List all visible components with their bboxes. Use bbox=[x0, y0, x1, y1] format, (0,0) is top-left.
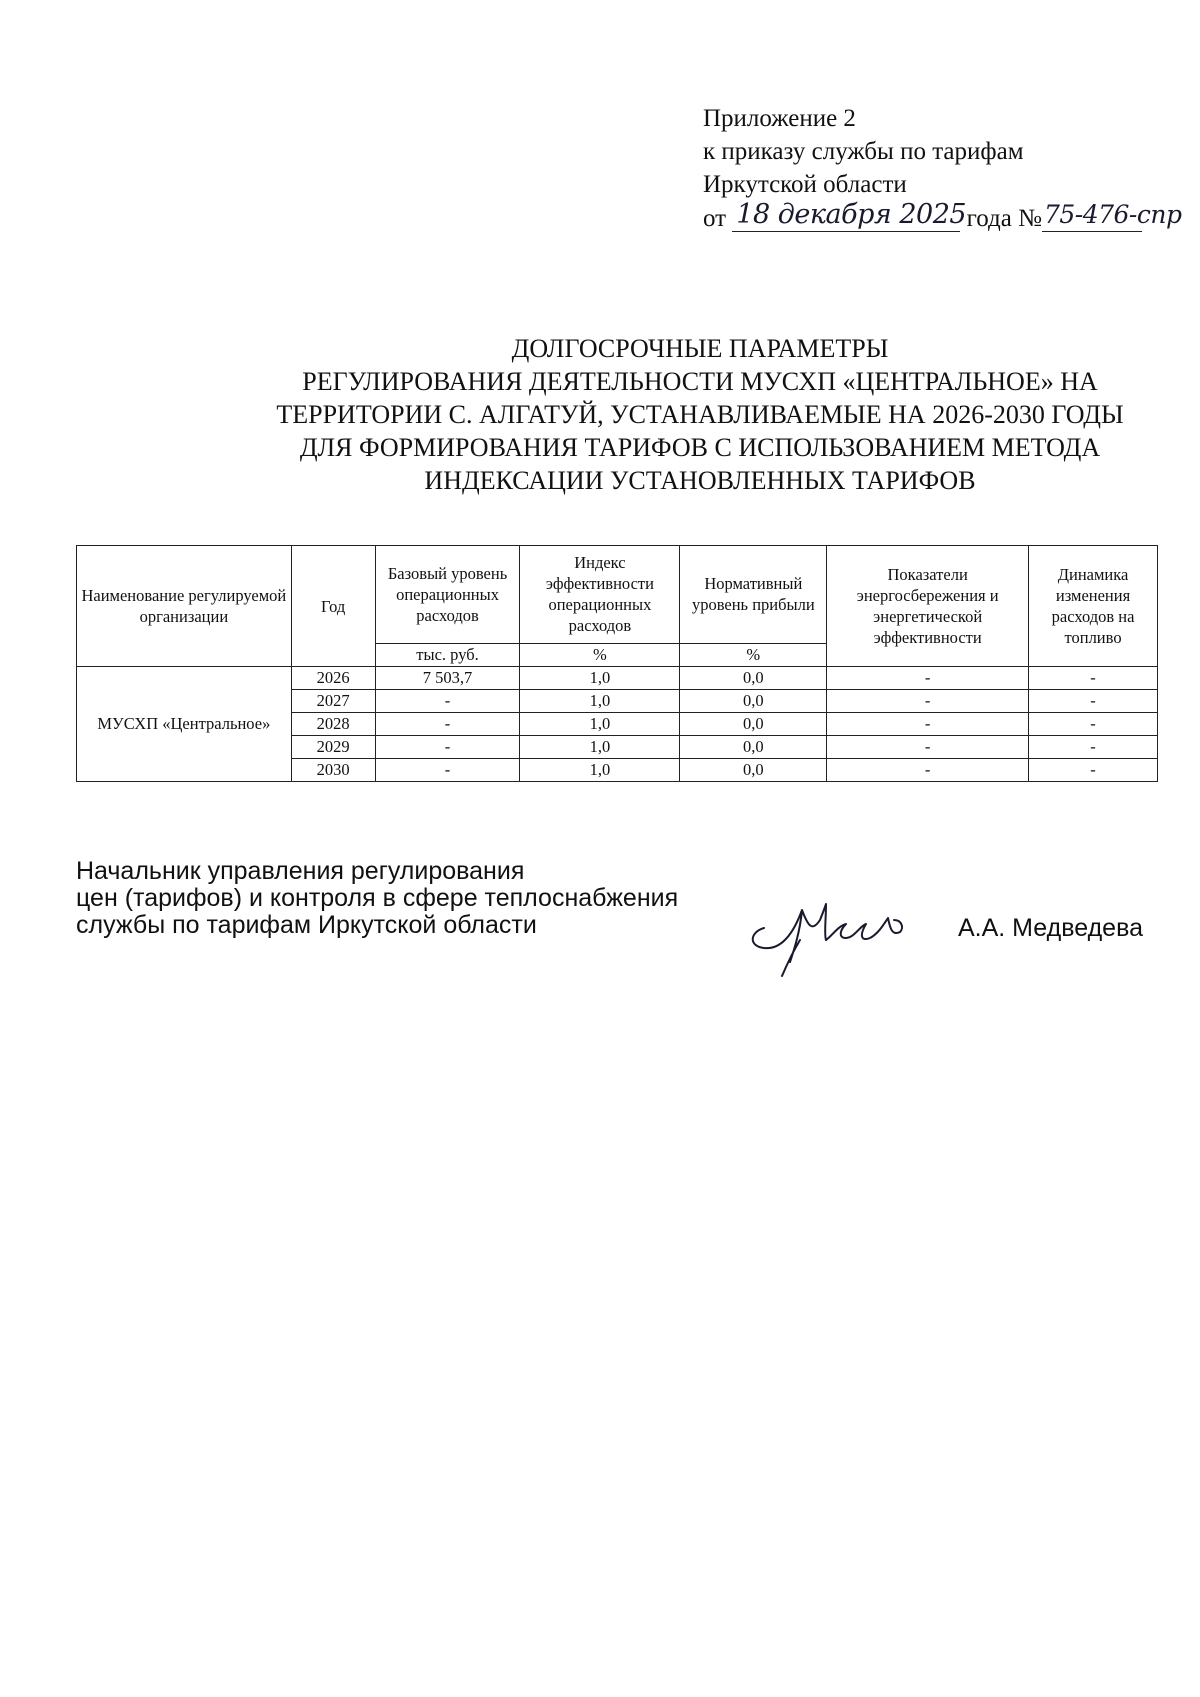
cell-energy-indicators: - bbox=[827, 690, 1029, 713]
unit-profit-level: % bbox=[680, 643, 827, 666]
order-number-handwritten: 75-476-спр bbox=[1043, 200, 1182, 229]
order-date-field bbox=[732, 199, 967, 232]
title-line-3: ТЕРРИТОРИИ С. АЛГАТУЙ, УСТАНАВЛИВАЕМЫЕ НА 2026-2030 ГОДЫ bbox=[276, 400, 1124, 429]
signer-line-3: службы по тарифам Иркутской области bbox=[76, 911, 537, 939]
cell-base-level: - bbox=[375, 736, 520, 759]
table-row bbox=[77, 667, 1158, 690]
appendix-date-line bbox=[703, 201, 1193, 235]
appendix-line-3: Иркутской области bbox=[703, 171, 907, 198]
cell-year: 2029 bbox=[291, 736, 375, 759]
header-year: Год bbox=[291, 546, 375, 667]
cell-efficiency-index: 1,0 bbox=[520, 667, 680, 690]
title-line-2: РЕГУЛИРОВАНИЯ ДЕЯТЕЛЬНОСТИ МУСХП «ЦЕНТРАЛЬНОЕ» НА bbox=[302, 367, 1098, 396]
header-fuel-dynamics: Динамика изменения расходов на топливо bbox=[1029, 546, 1158, 667]
year-number-label: года № bbox=[966, 205, 1042, 232]
cell-profit-level: 0,0 bbox=[680, 713, 827, 736]
unit-efficiency-index: % bbox=[520, 643, 680, 666]
cell-profit-level: 0,0 bbox=[680, 759, 827, 782]
cell-base-level: 7 503,7 bbox=[375, 667, 520, 690]
appendix-header bbox=[703, 102, 1193, 235]
org-name-cell: МУСХП «Центральное» bbox=[77, 667, 292, 782]
cell-year: 2028 bbox=[291, 713, 375, 736]
header-profit-level: Нормативный уровень прибыли bbox=[680, 546, 827, 644]
cell-base-level: - bbox=[375, 713, 520, 736]
unit-base-level: тыс. руб. bbox=[375, 643, 520, 666]
cell-fuel-dynamics: - bbox=[1029, 736, 1158, 759]
appendix-line-1: Приложение 2 bbox=[703, 105, 856, 132]
header-base-level: Базовый уровень операционных расходов bbox=[375, 546, 520, 644]
header-org: Наименование регулируемой организации bbox=[77, 546, 292, 667]
cell-energy-indicators: - bbox=[827, 667, 1029, 690]
cell-fuel-dynamics: - bbox=[1029, 713, 1158, 736]
cell-year: 2030 bbox=[291, 759, 375, 782]
cell-efficiency-index: 1,0 bbox=[520, 759, 680, 782]
from-label: от bbox=[703, 205, 727, 232]
cell-fuel-dynamics: - bbox=[1029, 690, 1158, 713]
document-title bbox=[200, 332, 1200, 497]
cell-profit-level: 0,0 bbox=[680, 736, 827, 759]
cell-year: 2027 bbox=[291, 690, 375, 713]
signer-line-2: цен (тарифов) и контроля в сфере теплоснабжения bbox=[76, 884, 679, 912]
header-energy-indicators: Показатели энергосбережения и энергетической эффективности bbox=[827, 546, 1029, 667]
signer-position bbox=[76, 858, 678, 939]
title-line-5: ИНДЕКСАЦИИ УСТАНОВЛЕННЫХ ТАРИФОВ bbox=[424, 466, 976, 495]
cell-energy-indicators: - bbox=[827, 736, 1029, 759]
signer-name: А.А. Медведева bbox=[958, 914, 1143, 942]
signer-line-1: Начальник управления регулирования bbox=[76, 857, 525, 885]
cell-fuel-dynamics: - bbox=[1029, 759, 1158, 782]
cell-energy-indicators: - bbox=[827, 713, 1029, 736]
appendix-line-2: к приказу службы по тарифам bbox=[703, 138, 1024, 165]
header-efficiency-index: Индекс эффективности операционных расходов bbox=[520, 546, 680, 644]
cell-base-level: - bbox=[375, 759, 520, 782]
cell-base-level: - bbox=[375, 690, 520, 713]
cell-profit-level: 0,0 bbox=[680, 667, 827, 690]
cell-fuel-dynamics: - bbox=[1029, 667, 1158, 690]
title-line-4: ДЛЯ ФОРМИРОВАНИЯ ТАРИФОВ С ИСПОЛЬЗОВАНИЕМ МЕТОДА bbox=[299, 433, 1101, 462]
cell-efficiency-index: 1,0 bbox=[520, 713, 680, 736]
header-row bbox=[77, 546, 1158, 644]
parameters-table bbox=[76, 545, 1158, 782]
cell-energy-indicators: - bbox=[827, 759, 1029, 782]
order-number-field bbox=[1042, 200, 1182, 232]
cell-efficiency-index: 1,0 bbox=[520, 690, 680, 713]
order-date-handwritten: 18 декабря 2025 bbox=[736, 199, 967, 230]
cell-profit-level: 0,0 bbox=[680, 690, 827, 713]
handwritten-signature bbox=[742, 880, 922, 980]
cell-efficiency-index: 1,0 bbox=[520, 736, 680, 759]
cell-year: 2026 bbox=[291, 667, 375, 690]
title-line-1: ДОЛГОСРОЧНЫЕ ПАРАМЕТРЫ bbox=[511, 334, 889, 363]
signature-stroke bbox=[753, 904, 902, 976]
